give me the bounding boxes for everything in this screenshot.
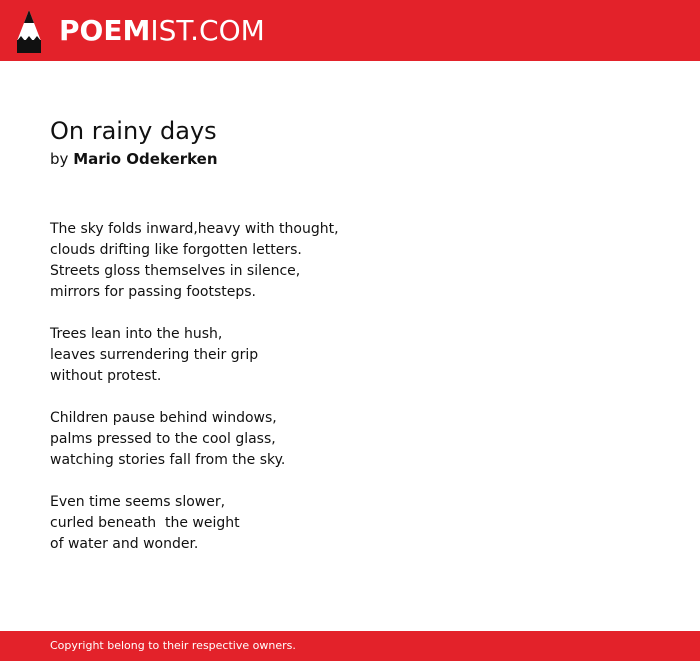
poem-line: Trees lean into the hush, xyxy=(50,326,223,342)
poem-line: palms pressed to the cool glass, xyxy=(50,431,276,447)
poem-line: of water and wonder. xyxy=(50,536,199,552)
poem-body xyxy=(50,219,450,576)
poem-title: On rainy days xyxy=(50,117,217,145)
stanza xyxy=(50,219,450,303)
stanza xyxy=(50,408,450,471)
stanza xyxy=(50,492,450,555)
poem-line: Even time seems slower, xyxy=(50,494,226,510)
site-logo-link[interactable] xyxy=(14,8,265,54)
author-link[interactable]: Mario Odekerken xyxy=(73,150,218,168)
poem-line: Children pause behind windows, xyxy=(50,410,277,426)
pencil-tip-icon xyxy=(14,8,44,54)
site-footer xyxy=(0,631,700,661)
poem-byline xyxy=(50,148,218,170)
poem-line: mirrors for passing footsteps. xyxy=(50,284,256,300)
poem-line: Streets gloss themselves in silence, xyxy=(50,263,301,279)
by-label: by xyxy=(50,150,69,168)
poem-line: The sky folds inward,heavy with thought, xyxy=(50,221,339,237)
brand-name-strong: POEM xyxy=(59,14,151,47)
brand-name xyxy=(59,8,265,54)
poem-line: leaves surrendering their grip xyxy=(50,347,259,363)
poem-line: watching stories fall from the sky. xyxy=(50,452,286,468)
brand-name-light: IST.COM xyxy=(150,14,265,47)
poem-line: curled beneath the weight xyxy=(50,515,240,531)
stanza xyxy=(50,324,450,387)
copyright-text: Copyright belong to their respective owners. xyxy=(50,639,296,652)
poem-line: without protest. xyxy=(50,368,162,384)
poem-line: clouds drifting like forgotten letters. xyxy=(50,242,302,258)
site-header xyxy=(0,0,700,61)
